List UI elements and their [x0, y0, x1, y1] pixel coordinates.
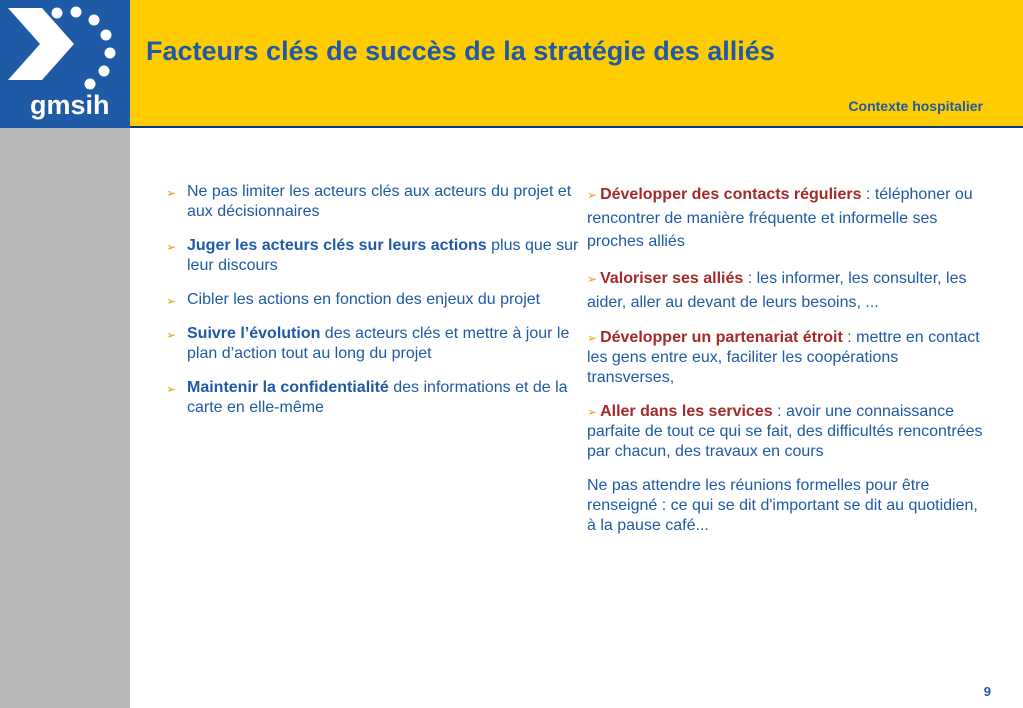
- header-divider: [130, 126, 1023, 128]
- list-item: [166, 182, 586, 222]
- list-item-text: Cibler les actions en fonction des enjeux du projet: [187, 291, 541, 308]
- paragraph-bold: Développer un partenariat étroit: [600, 329, 843, 346]
- list-item-text: des acteurs clés et mettre à jour le plan d’action tout au long du projet: [187, 325, 570, 362]
- list-item-bold: Maintenir la confidentialité: [187, 379, 389, 396]
- list-item: [166, 236, 586, 276]
- paragraph-bold: Aller dans les services: [600, 403, 773, 420]
- bullet-arrow-icon: ➢: [587, 188, 598, 202]
- paragraph-bold: Développer des contacts réguliers: [600, 186, 862, 203]
- right-paragraph: [587, 267, 987, 314]
- bullet-arrow-icon: ➢: [166, 382, 177, 396]
- left-column: [166, 182, 586, 432]
- right-paragraph: [587, 328, 987, 388]
- paragraph-text: : mettre en contact les gens entre eux, faciliter les coopérations transverses,: [587, 329, 980, 386]
- list-item: [166, 378, 586, 418]
- left-sidebar: [0, 128, 130, 708]
- page-title: Facteurs clés de succès de la stratégie des alliés: [146, 36, 775, 66]
- paragraph-text: : les informer, les consulter, les aider, aller au devant de leurs besoins, ...: [587, 270, 967, 311]
- page-subtitle: Contexte hospitalier: [848, 98, 983, 114]
- bullet-arrow-icon: ➢: [166, 186, 177, 200]
- paragraph-text: : téléphoner ou rencontrer de manière fréquente et informelle ses proches alliés: [587, 186, 973, 250]
- bullet-arrow-icon: ➢: [587, 405, 598, 419]
- right-paragraph: [587, 402, 987, 462]
- list-item-bold: Juger les acteurs clés sur leurs actions: [187, 237, 487, 254]
- paragraph-bold: Valoriser ses alliés: [600, 270, 744, 287]
- logo-text: gmsih: [30, 90, 110, 120]
- bullet-arrow-icon: ➢: [587, 331, 598, 345]
- list-item-bold: Suivre l’évolution: [187, 325, 321, 342]
- list-item-text: plus que sur leur discours: [187, 237, 579, 274]
- bullet-arrow-icon: ➢: [166, 328, 177, 342]
- list-item: [166, 324, 586, 364]
- page-number: 9: [983, 684, 991, 699]
- list-item-text: Ne pas limiter les acteurs clés aux acteurs du projet et aux décisionnaires: [187, 183, 572, 220]
- list-item: [166, 290, 586, 310]
- bullet-arrow-icon: ➢: [166, 240, 177, 254]
- bullet-arrow-icon: ➢: [587, 272, 598, 286]
- closing-paragraph: Ne pas attendre les réunions formelles pour être renseigné : ce qui se dit d'important se dit au quotidien, à la pause café...: [587, 477, 978, 534]
- title-banner: [130, 0, 1023, 126]
- list-item-text: des informations et de la carte en elle-même: [187, 379, 568, 416]
- right-paragraph: [587, 183, 987, 253]
- bullet-arrow-icon: ➢: [166, 294, 177, 308]
- paragraph-text: : avoir une connaissance parfaite de tout ce qui se fait, des difficultés rencontrées par chacun, des travaux en cours: [587, 403, 983, 460]
- gmsih-logo: [0, 0, 130, 128]
- right-column: [587, 183, 987, 550]
